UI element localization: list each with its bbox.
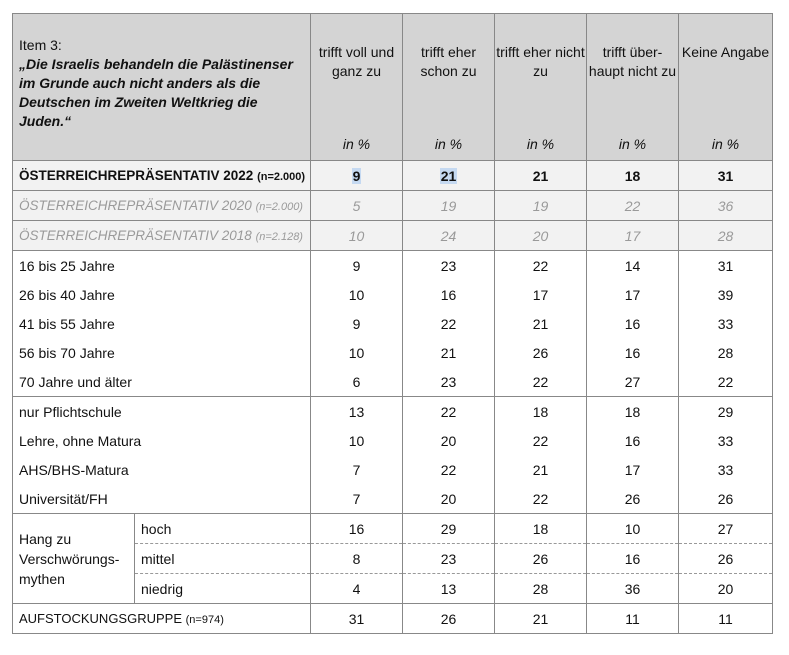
col-header-eher-schon [403, 14, 495, 161]
cell-value: 14 [587, 251, 679, 281]
cell-value [403, 161, 495, 191]
cell-value: 16 [587, 426, 679, 455]
cell-value: 4 [311, 574, 403, 604]
cell-value: 39 [679, 280, 773, 309]
cell-value: 26 [495, 544, 587, 574]
col-header-voll [311, 14, 403, 161]
col-label: trifft eher nicht zu [496, 44, 585, 79]
cell-value: 10 [311, 426, 403, 455]
cell-value: 26 [587, 484, 679, 514]
cell-value: 22 [587, 191, 679, 221]
cell-value: 36 [587, 574, 679, 604]
cell-value: 22 [679, 367, 773, 397]
cell-value: 31 [311, 604, 403, 634]
row-label: 41 bis 55 Jahre [13, 309, 311, 338]
row-label [13, 161, 311, 191]
cell-value: 10 [311, 338, 403, 367]
group-label-line: mythen [19, 570, 65, 587]
cell-value: 9 [311, 309, 403, 338]
cell-value: 13 [311, 397, 403, 427]
col-header-keine-angabe [679, 14, 773, 161]
row-label-text: ÖSTERREICHREPRÄSENTATIV 2022 [19, 168, 254, 183]
cell-value: 11 [679, 604, 773, 634]
cell-value: 18 [495, 514, 587, 544]
cell-value: 36 [679, 191, 773, 221]
col-unit: in % [526, 136, 555, 152]
cell-value: 26 [679, 544, 773, 574]
row-label-text: AUFSTOCKUNGSGRUPPE [19, 611, 183, 626]
row-label: AHS/BHS-Matura [13, 455, 311, 484]
col-unit: in % [342, 136, 371, 152]
cell-value: 9 [311, 251, 403, 281]
row-label [13, 604, 311, 634]
sample-size: (n=2.000) [255, 201, 303, 213]
cell-value: 31 [679, 251, 773, 281]
col-label: trifft über-haupt nicht zu [588, 44, 677, 79]
cell-value: 11 [587, 604, 679, 634]
cell-value: 17 [495, 280, 587, 309]
cell-value: 23 [403, 367, 495, 397]
cell-value: 23 [403, 251, 495, 281]
cell-value: 17 [587, 221, 679, 251]
sample-size: (n=2.000) [257, 171, 306, 183]
cell-value: 7 [311, 484, 403, 514]
group-label-line: Verschwörungs- [19, 550, 120, 567]
cell-value: 29 [403, 514, 495, 544]
cell-value: 16 [403, 280, 495, 309]
cell-value: 19 [403, 191, 495, 221]
cell-value: 16 [311, 514, 403, 544]
cell-value: 33 [679, 455, 773, 484]
cell-value: 6 [311, 367, 403, 397]
table-row [13, 251, 773, 281]
cell-value: 26 [495, 338, 587, 367]
cell-value: 16 [587, 544, 679, 574]
cell-value: 22 [495, 426, 587, 455]
col-label: trifft eher schon zu [420, 44, 477, 79]
table-row [13, 484, 773, 514]
table-row [13, 455, 773, 484]
col-label: trifft voll und ganz zu [318, 44, 395, 79]
col-unit: in % [434, 136, 463, 152]
cell-value: 31 [679, 161, 773, 191]
cell-value: 23 [403, 544, 495, 574]
cell-value: 21 [495, 161, 587, 191]
cell-value: 24 [403, 221, 495, 251]
cell-value: 21 [495, 309, 587, 338]
row-label: hoch [135, 514, 311, 544]
item-header [13, 14, 311, 161]
row-label: Lehre, ohne Matura [13, 426, 311, 455]
cell-value: 22 [403, 397, 495, 427]
cell-value: 22 [495, 484, 587, 514]
table-row [13, 338, 773, 367]
cell-value: 5 [311, 191, 403, 221]
row-label-text: ÖSTERREICHREPRÄSENTATIV 2018 [19, 228, 252, 243]
cell-value: 29 [679, 397, 773, 427]
table-row [13, 604, 773, 634]
col-header-ueberhaupt-nicht [587, 14, 679, 161]
cell-value: 19 [495, 191, 587, 221]
header-row [13, 14, 773, 161]
sample-size: (n=974) [185, 614, 224, 626]
table-row [13, 397, 773, 427]
row-label: 70 Jahre und älter [13, 367, 311, 397]
row-label: mittel [135, 544, 311, 574]
row-label: 56 bis 70 Jahre [13, 338, 311, 367]
cell-value [311, 161, 403, 191]
row-label: 16 bis 25 Jahre [13, 251, 311, 281]
row-label: nur Pflichtschule [13, 397, 311, 427]
selected-value: 21 [440, 167, 457, 184]
row-label-text: ÖSTERREICHREPRÄSENTATIV 2020 [19, 198, 252, 213]
col-header-eher-nicht [495, 14, 587, 161]
conspiracy-group-label [13, 514, 135, 604]
cell-value: 21 [495, 455, 587, 484]
sample-size: (n=2.128) [255, 231, 303, 243]
cell-value: 28 [679, 338, 773, 367]
cell-value: 26 [679, 484, 773, 514]
cell-value: 33 [679, 309, 773, 338]
col-unit: in % [711, 136, 740, 152]
row-label: 26 bis 40 Jahre [13, 280, 311, 309]
cell-value: 10 [587, 514, 679, 544]
table-row [13, 280, 773, 309]
group-label-line: Hang zu [19, 530, 72, 547]
cell-value: 13 [403, 574, 495, 604]
table-row [13, 191, 773, 221]
cell-value: 22 [495, 251, 587, 281]
cell-value: 18 [495, 397, 587, 427]
item-number: Item 3: [19, 37, 62, 53]
table-row [13, 514, 773, 544]
table-row [13, 309, 773, 338]
cell-value: 20 [679, 574, 773, 604]
cell-value: 7 [311, 455, 403, 484]
table-row [13, 161, 773, 191]
cell-value: 28 [495, 574, 587, 604]
cell-value: 33 [679, 426, 773, 455]
table-row [13, 367, 773, 397]
survey-table [12, 13, 773, 634]
cell-value: 21 [403, 338, 495, 367]
cell-value: 22 [495, 367, 587, 397]
cell-value: 10 [311, 280, 403, 309]
selected-value: 9 [352, 167, 361, 184]
cell-value: 20 [403, 484, 495, 514]
cell-value: 10 [311, 221, 403, 251]
row-label [13, 191, 311, 221]
cell-value: 27 [587, 367, 679, 397]
row-label: niedrig [135, 574, 311, 604]
cell-value: 20 [403, 426, 495, 455]
col-unit: in % [618, 136, 647, 152]
cell-value: 17 [587, 455, 679, 484]
cell-value: 28 [679, 221, 773, 251]
cell-value: 27 [679, 514, 773, 544]
row-label [13, 221, 311, 251]
cell-value: 26 [403, 604, 495, 634]
table-row [13, 426, 773, 455]
cell-value: 20 [495, 221, 587, 251]
row-label: Universität/FH [13, 484, 311, 514]
cell-value: 16 [587, 309, 679, 338]
cell-value: 21 [495, 604, 587, 634]
cell-value: 18 [587, 397, 679, 427]
col-label: Keine Angabe [681, 44, 770, 60]
item-statement: „Die Israelis behandeln die Palästinenser im Grunde auch nicht anders als die Deutschen im Zweiten Weltkrieg die Juden.“ [19, 56, 293, 129]
cell-value: 8 [311, 544, 403, 574]
table-row [13, 221, 773, 251]
cell-value: 22 [403, 455, 495, 484]
cell-value: 17 [587, 280, 679, 309]
cell-value: 22 [403, 309, 495, 338]
cell-value: 16 [587, 338, 679, 367]
cell-value: 18 [587, 161, 679, 191]
